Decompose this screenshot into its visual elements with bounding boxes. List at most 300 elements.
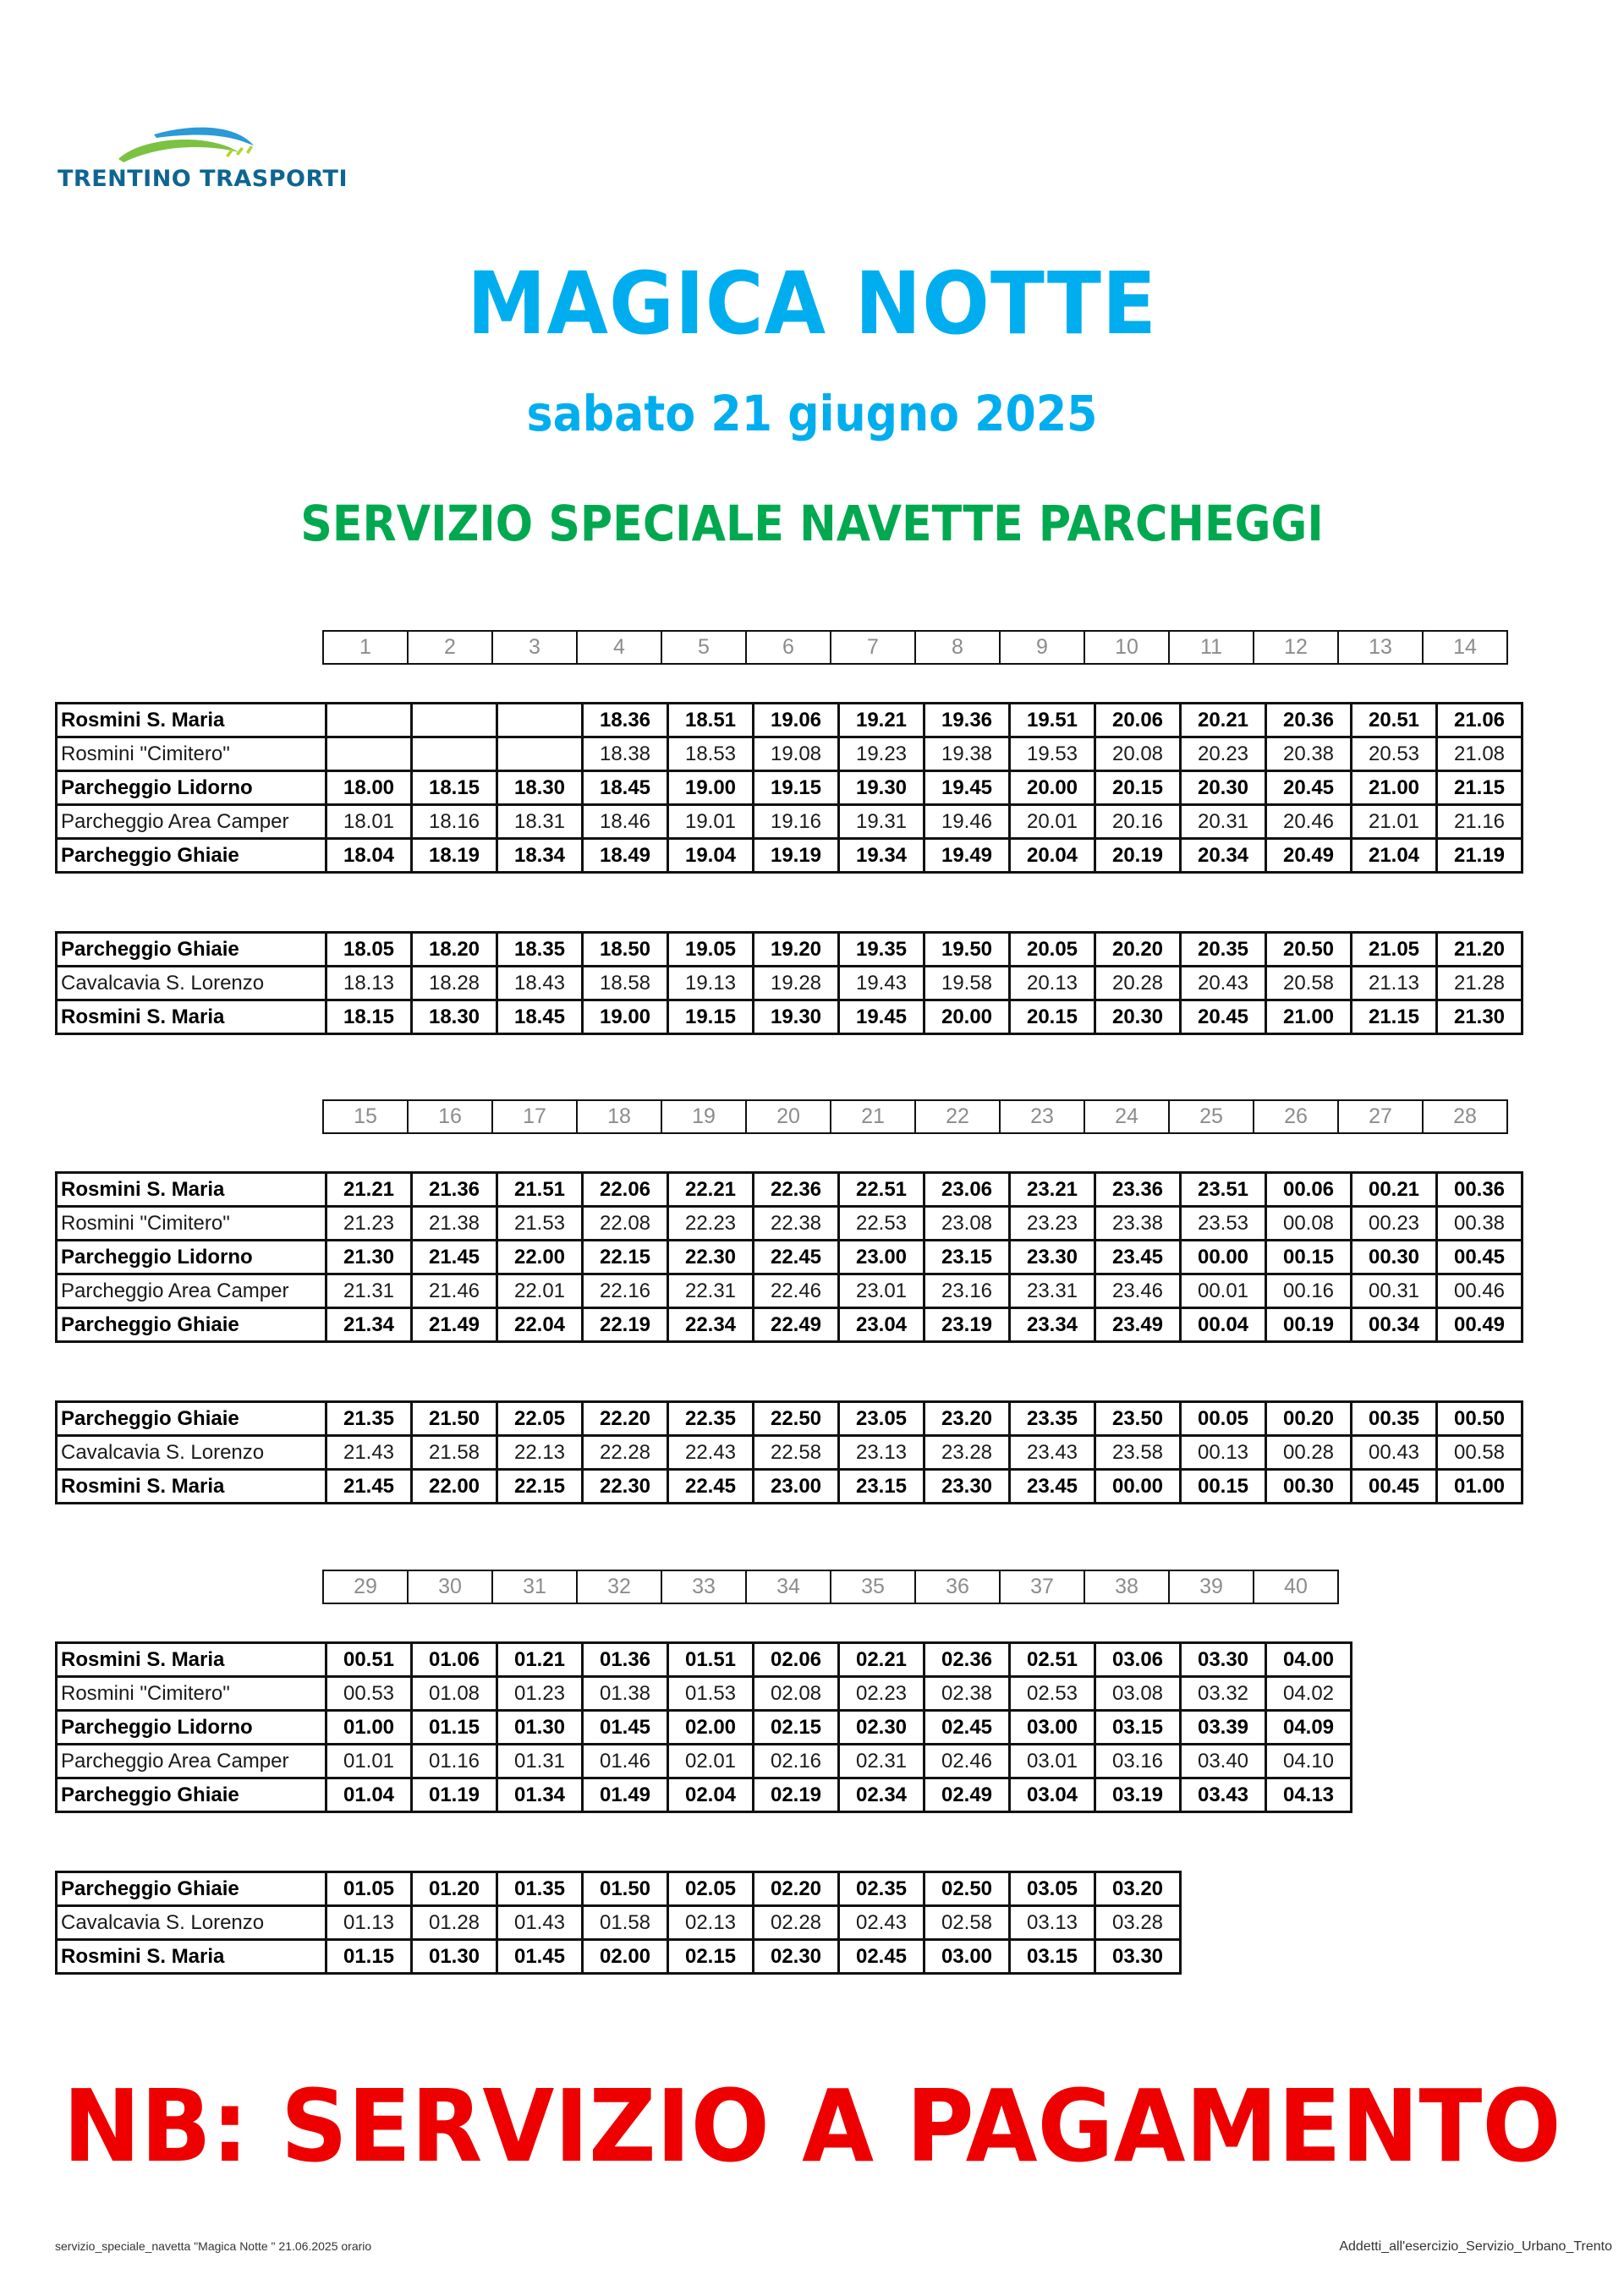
departure-time: 21.36 bbox=[412, 1173, 497, 1207]
departure-time: 21.23 bbox=[326, 1207, 412, 1241]
departure-time: 18.05 bbox=[326, 933, 412, 967]
departure-time: 04.10 bbox=[1266, 1745, 1352, 1778]
departure-time: 23.30 bbox=[1010, 1241, 1095, 1274]
departure-time: 02.45 bbox=[924, 1711, 1010, 1745]
departure-time: 01.30 bbox=[412, 1940, 497, 1974]
departure-time bbox=[326, 704, 412, 737]
departure-time: 00.01 bbox=[1181, 1274, 1266, 1308]
stop-name: Rosmini S. Maria bbox=[57, 1643, 326, 1677]
departure-time: 19.45 bbox=[924, 771, 1010, 805]
departure-time: 18.53 bbox=[668, 737, 754, 771]
stop-row bbox=[57, 1906, 1181, 1940]
departure-time: 02.15 bbox=[754, 1711, 839, 1745]
departure-time: 22.15 bbox=[583, 1241, 668, 1274]
stop-row bbox=[57, 1745, 1352, 1778]
departure-time: 22.35 bbox=[668, 1402, 754, 1436]
logo-arcs-icon bbox=[51, 93, 321, 169]
stop-row bbox=[57, 1872, 1181, 1906]
departure-time: 23.21 bbox=[1010, 1173, 1095, 1207]
stop-name: Parcheggio Lidorno bbox=[57, 1241, 326, 1274]
departure-time: 21.31 bbox=[326, 1274, 412, 1308]
run-number: 27 bbox=[1338, 1100, 1423, 1133]
departure-time: 04.13 bbox=[1266, 1778, 1352, 1812]
departure-time: 18.38 bbox=[583, 737, 668, 771]
departure-time: 22.58 bbox=[754, 1436, 839, 1470]
departure-time: 19.46 bbox=[924, 805, 1010, 839]
departure-time: 01.15 bbox=[326, 1940, 412, 1974]
stop-row bbox=[57, 1470, 1522, 1504]
departure-time: 02.28 bbox=[754, 1906, 839, 1940]
stop-name: Rosmini "Cimitero" bbox=[57, 1207, 326, 1241]
departure-time: 19.36 bbox=[924, 704, 1010, 737]
departure-time: 19.05 bbox=[668, 933, 754, 967]
outbound-timetable bbox=[55, 702, 1523, 874]
departure-time: 01.53 bbox=[668, 1677, 754, 1711]
departure-time: 23.45 bbox=[1095, 1241, 1181, 1274]
departure-time: 01.46 bbox=[583, 1745, 668, 1778]
departure-time: 20.38 bbox=[1266, 737, 1352, 771]
departure-time: 23.35 bbox=[1010, 1402, 1095, 1436]
stop-row bbox=[57, 1643, 1352, 1677]
departure-time: 20.58 bbox=[1266, 967, 1352, 1000]
departure-time: 18.13 bbox=[326, 967, 412, 1000]
run-number: 21 bbox=[831, 1100, 915, 1133]
departure-time: 00.51 bbox=[326, 1643, 412, 1677]
run-number: 25 bbox=[1169, 1100, 1254, 1133]
departure-time: 02.05 bbox=[668, 1872, 754, 1906]
departure-time: 22.31 bbox=[668, 1274, 754, 1308]
run-number-header bbox=[322, 1570, 1339, 1604]
departure-time: 19.30 bbox=[839, 771, 924, 805]
departure-time: 21.01 bbox=[1352, 805, 1437, 839]
departure-time: 21.00 bbox=[1352, 771, 1437, 805]
run-number: 35 bbox=[831, 1570, 915, 1603]
departure-time: 20.36 bbox=[1266, 704, 1352, 737]
departure-time: 02.58 bbox=[924, 1906, 1010, 1940]
departure-time: 20.31 bbox=[1181, 805, 1266, 839]
run-number: 10 bbox=[1084, 631, 1169, 664]
departure-time: 02.43 bbox=[839, 1906, 924, 1940]
stop-name: Parcheggio Area Camper bbox=[57, 805, 326, 839]
departure-time: 22.20 bbox=[583, 1402, 668, 1436]
departure-time: 00.08 bbox=[1266, 1207, 1352, 1241]
departure-time: 18.28 bbox=[412, 967, 497, 1000]
stop-name: Parcheggio Area Camper bbox=[57, 1745, 326, 1778]
departure-time: 21.08 bbox=[1437, 737, 1522, 771]
departure-time: 22.38 bbox=[754, 1207, 839, 1241]
outbound-timetable bbox=[55, 1171, 1523, 1343]
departure-time: 04.02 bbox=[1266, 1677, 1352, 1711]
departure-time: 23.15 bbox=[924, 1241, 1010, 1274]
departure-time bbox=[497, 704, 583, 737]
run-number: 34 bbox=[746, 1570, 831, 1603]
departure-time: 21.51 bbox=[497, 1173, 583, 1207]
departure-time: 18.36 bbox=[583, 704, 668, 737]
departure-time: 18.49 bbox=[583, 839, 668, 873]
departure-time: 00.05 bbox=[1181, 1402, 1266, 1436]
departure-time: 19.13 bbox=[668, 967, 754, 1000]
departure-time: 18.45 bbox=[583, 771, 668, 805]
departure-time: 19.30 bbox=[754, 1000, 839, 1034]
run-number: 32 bbox=[577, 1570, 661, 1603]
outbound-timetable bbox=[55, 1641, 1352, 1813]
departure-time: 03.04 bbox=[1010, 1778, 1095, 1812]
departure-time: 20.15 bbox=[1010, 1000, 1095, 1034]
run-number: 16 bbox=[408, 1100, 492, 1133]
departure-time: 22.23 bbox=[668, 1207, 754, 1241]
return-timetable bbox=[55, 931, 1523, 1035]
stop-name: Rosmini "Cimitero" bbox=[57, 737, 326, 771]
departure-time: 23.04 bbox=[839, 1308, 924, 1342]
departure-time: 20.34 bbox=[1181, 839, 1266, 873]
departure-time: 01.13 bbox=[326, 1906, 412, 1940]
departure-time: 02.53 bbox=[1010, 1677, 1095, 1711]
departure-time: 02.51 bbox=[1010, 1643, 1095, 1677]
departure-time: 03.32 bbox=[1181, 1677, 1266, 1711]
stop-name: Parcheggio Ghiaie bbox=[57, 839, 326, 873]
departure-time: 01.36 bbox=[583, 1643, 668, 1677]
run-number-header bbox=[322, 1099, 1508, 1134]
departure-time: 21.04 bbox=[1352, 839, 1437, 873]
departure-time: 23.08 bbox=[924, 1207, 1010, 1241]
departure-time: 04.00 bbox=[1266, 1643, 1352, 1677]
departure-time: 01.34 bbox=[497, 1778, 583, 1812]
event-date: sabato 21 giugno 2025 bbox=[526, 385, 1098, 442]
departure-time: 03.28 bbox=[1095, 1906, 1181, 1940]
departure-time: 21.30 bbox=[326, 1241, 412, 1274]
run-number: 13 bbox=[1338, 631, 1423, 664]
departure-time: 21.28 bbox=[1437, 967, 1522, 1000]
departure-time: 01.45 bbox=[583, 1711, 668, 1745]
departure-time: 23.30 bbox=[924, 1470, 1010, 1504]
departure-time: 20.53 bbox=[1352, 737, 1437, 771]
departure-time: 19.19 bbox=[754, 839, 839, 873]
stop-row bbox=[57, 1173, 1522, 1207]
departure-time: 21.45 bbox=[326, 1470, 412, 1504]
stop-name: Cavalcavia S. Lorenzo bbox=[57, 1436, 326, 1470]
stop-name: Rosmini S. Maria bbox=[57, 1173, 326, 1207]
departure-time: 21.38 bbox=[412, 1207, 497, 1241]
departure-time: 20.28 bbox=[1095, 967, 1181, 1000]
departure-time: 03.01 bbox=[1010, 1745, 1095, 1778]
departure-time: 18.04 bbox=[326, 839, 412, 873]
departure-time: 20.20 bbox=[1095, 933, 1181, 967]
departure-time: 21.35 bbox=[326, 1402, 412, 1436]
departure-time: 02.13 bbox=[668, 1906, 754, 1940]
run-number: 14 bbox=[1423, 631, 1507, 664]
departure-time: 21.13 bbox=[1352, 967, 1437, 1000]
departure-time: 21.00 bbox=[1266, 1000, 1352, 1034]
departure-time: 20.08 bbox=[1095, 737, 1181, 771]
run-number: 24 bbox=[1084, 1100, 1169, 1133]
departure-time: 01.23 bbox=[497, 1677, 583, 1711]
departure-time: 20.43 bbox=[1181, 967, 1266, 1000]
departure-time: 19.38 bbox=[924, 737, 1010, 771]
run-number: 7 bbox=[831, 631, 915, 664]
departure-time: 01.38 bbox=[583, 1677, 668, 1711]
run-number: 30 bbox=[408, 1570, 492, 1603]
departure-time: 21.46 bbox=[412, 1274, 497, 1308]
departure-time: 00.36 bbox=[1437, 1173, 1522, 1207]
departure-time: 20.16 bbox=[1095, 805, 1181, 839]
departure-time bbox=[497, 737, 583, 771]
departure-time: 02.00 bbox=[668, 1711, 754, 1745]
departure-time: 00.35 bbox=[1352, 1402, 1437, 1436]
stop-name: Parcheggio Ghiaie bbox=[57, 1872, 326, 1906]
stop-name: Rosmini S. Maria bbox=[57, 1000, 326, 1034]
stop-row bbox=[57, 1207, 1522, 1241]
departure-time: 02.15 bbox=[668, 1940, 754, 1974]
departure-time: 20.35 bbox=[1181, 933, 1266, 967]
departure-time: 20.00 bbox=[924, 1000, 1010, 1034]
run-number: 3 bbox=[492, 631, 577, 664]
departure-time: 00.30 bbox=[1266, 1470, 1352, 1504]
stop-row bbox=[57, 1711, 1352, 1745]
stop-row bbox=[57, 1274, 1522, 1308]
departure-time: 00.53 bbox=[326, 1677, 412, 1711]
departure-time: 03.05 bbox=[1010, 1872, 1095, 1906]
departure-time: 01.16 bbox=[412, 1745, 497, 1778]
departure-time: 22.50 bbox=[754, 1402, 839, 1436]
departure-time: 01.15 bbox=[412, 1711, 497, 1745]
stop-row bbox=[57, 1308, 1522, 1342]
run-number: 15 bbox=[323, 1100, 408, 1133]
departure-time: 03.19 bbox=[1095, 1778, 1181, 1812]
departure-time: 01.08 bbox=[412, 1677, 497, 1711]
departure-time: 19.08 bbox=[754, 737, 839, 771]
stop-name: Parcheggio Ghiaie bbox=[57, 933, 326, 967]
departure-time: 21.49 bbox=[412, 1308, 497, 1342]
departure-time: 23.00 bbox=[754, 1470, 839, 1504]
departure-time: 20.05 bbox=[1010, 933, 1095, 967]
stop-name: Rosmini S. Maria bbox=[57, 1470, 326, 1504]
departure-time: 01.00 bbox=[1437, 1470, 1522, 1504]
departure-time: 22.36 bbox=[754, 1173, 839, 1207]
departure-time: 20.23 bbox=[1181, 737, 1266, 771]
departure-time: 21.50 bbox=[412, 1402, 497, 1436]
departure-time: 01.20 bbox=[412, 1872, 497, 1906]
departure-time bbox=[412, 704, 497, 737]
run-number: 39 bbox=[1169, 1570, 1254, 1603]
stop-row bbox=[57, 1940, 1181, 1974]
payment-notice: NB: SERVIZIO A PAGAMENTO bbox=[63, 2068, 1561, 2184]
return-timetable bbox=[55, 1871, 1182, 1975]
departure-time: 21.05 bbox=[1352, 933, 1437, 967]
departure-time: 23.51 bbox=[1181, 1173, 1266, 1207]
run-number: 18 bbox=[577, 1100, 661, 1133]
departure-time: 18.01 bbox=[326, 805, 412, 839]
departure-time: 23.45 bbox=[1010, 1470, 1095, 1504]
departure-time: 01.28 bbox=[412, 1906, 497, 1940]
departure-time: 20.00 bbox=[1010, 771, 1095, 805]
departure-time: 02.20 bbox=[754, 1872, 839, 1906]
departure-time: 01.00 bbox=[326, 1711, 412, 1745]
departure-time: 02.36 bbox=[924, 1643, 1010, 1677]
departure-time: 00.20 bbox=[1266, 1402, 1352, 1436]
departure-time: 19.00 bbox=[668, 771, 754, 805]
departure-time: 00.38 bbox=[1437, 1207, 1522, 1241]
departure-time: 02.30 bbox=[754, 1940, 839, 1974]
departure-time: 22.28 bbox=[583, 1436, 668, 1470]
departure-time: 22.06 bbox=[583, 1173, 668, 1207]
run-number-row bbox=[323, 1100, 1507, 1133]
departure-time: 18.15 bbox=[326, 1000, 412, 1034]
departure-time: 20.45 bbox=[1266, 771, 1352, 805]
departure-time: 23.58 bbox=[1095, 1436, 1181, 1470]
departure-time: 19.16 bbox=[754, 805, 839, 839]
departure-time: 02.16 bbox=[754, 1745, 839, 1778]
run-number: 23 bbox=[1000, 1100, 1084, 1133]
departure-time: 23.15 bbox=[839, 1470, 924, 1504]
stop-row bbox=[57, 1436, 1522, 1470]
departure-time: 18.46 bbox=[583, 805, 668, 839]
departure-time: 21.53 bbox=[497, 1207, 583, 1241]
departure-time: 02.34 bbox=[839, 1778, 924, 1812]
departure-time: 18.35 bbox=[497, 933, 583, 967]
departure-time: 00.43 bbox=[1352, 1436, 1437, 1470]
departure-time: 21.06 bbox=[1437, 704, 1522, 737]
departure-time: 19.21 bbox=[839, 704, 924, 737]
departure-time: 23.16 bbox=[924, 1274, 1010, 1308]
stop-row bbox=[57, 1402, 1522, 1436]
departure-time: 20.15 bbox=[1095, 771, 1181, 805]
departure-time: 22.46 bbox=[754, 1274, 839, 1308]
stop-row bbox=[57, 933, 1522, 967]
departure-time: 18.51 bbox=[668, 704, 754, 737]
stop-name: Parcheggio Ghiaie bbox=[57, 1402, 326, 1436]
departure-time: 19.00 bbox=[583, 1000, 668, 1034]
stop-row bbox=[57, 805, 1522, 839]
departure-time: 21.21 bbox=[326, 1173, 412, 1207]
departure-time: 00.21 bbox=[1352, 1173, 1437, 1207]
departure-time: 01.50 bbox=[583, 1872, 668, 1906]
run-number: 29 bbox=[323, 1570, 408, 1603]
departure-time: 19.45 bbox=[839, 1000, 924, 1034]
departure-time: 23.49 bbox=[1095, 1308, 1181, 1342]
departure-time: 20.30 bbox=[1095, 1000, 1181, 1034]
departure-time: 00.45 bbox=[1352, 1470, 1437, 1504]
footer-left: servizio_speciale_navetta "Magica Notte " 21.06.2025 orario bbox=[55, 2239, 372, 2253]
departure-time: 23.31 bbox=[1010, 1274, 1095, 1308]
departure-time: 01.01 bbox=[326, 1745, 412, 1778]
departure-time: 03.39 bbox=[1181, 1711, 1266, 1745]
departure-time: 00.30 bbox=[1352, 1241, 1437, 1274]
departure-time: 22.34 bbox=[668, 1308, 754, 1342]
stop-row bbox=[57, 737, 1522, 771]
stop-row bbox=[57, 967, 1522, 1000]
departure-time: 03.40 bbox=[1181, 1745, 1266, 1778]
departure-time: 18.30 bbox=[412, 1000, 497, 1034]
departure-time: 23.36 bbox=[1095, 1173, 1181, 1207]
stop-name: Rosmini S. Maria bbox=[57, 704, 326, 737]
departure-time: 00.31 bbox=[1352, 1274, 1437, 1308]
page-title: MAGICA NOTTE bbox=[467, 254, 1157, 354]
departure-time: 00.15 bbox=[1266, 1241, 1352, 1274]
departure-time: 02.35 bbox=[839, 1872, 924, 1906]
departure-time: 01.31 bbox=[497, 1745, 583, 1778]
run-number: 20 bbox=[746, 1100, 831, 1133]
departure-time: 18.43 bbox=[497, 967, 583, 1000]
departure-time: 22.45 bbox=[754, 1241, 839, 1274]
departure-time: 20.04 bbox=[1010, 839, 1095, 873]
departure-time: 23.53 bbox=[1181, 1207, 1266, 1241]
departure-time: 03.30 bbox=[1095, 1940, 1181, 1974]
departure-time: 18.16 bbox=[412, 805, 497, 839]
departure-time: 19.34 bbox=[839, 839, 924, 873]
departure-time: 20.51 bbox=[1352, 704, 1437, 737]
departure-time: 19.20 bbox=[754, 933, 839, 967]
departure-time: 19.04 bbox=[668, 839, 754, 873]
departure-time: 21.45 bbox=[412, 1241, 497, 1274]
departure-time: 22.00 bbox=[412, 1470, 497, 1504]
departure-time: 23.23 bbox=[1010, 1207, 1095, 1241]
departure-time: 04.09 bbox=[1266, 1711, 1352, 1745]
departure-time: 18.50 bbox=[583, 933, 668, 967]
departure-time: 23.05 bbox=[839, 1402, 924, 1436]
departure-time: 23.19 bbox=[924, 1308, 1010, 1342]
departure-time: 01.51 bbox=[668, 1643, 754, 1677]
departure-time: 22.13 bbox=[497, 1436, 583, 1470]
run-number: 33 bbox=[661, 1570, 746, 1603]
run-number: 36 bbox=[915, 1570, 1000, 1603]
departure-time: 23.28 bbox=[924, 1436, 1010, 1470]
departure-time: 02.31 bbox=[839, 1745, 924, 1778]
run-number: 8 bbox=[915, 631, 1000, 664]
departure-time: 22.51 bbox=[839, 1173, 924, 1207]
departure-time: 01.19 bbox=[412, 1778, 497, 1812]
departure-time: 19.06 bbox=[754, 704, 839, 737]
departure-time: 01.06 bbox=[412, 1643, 497, 1677]
run-number: 11 bbox=[1169, 631, 1254, 664]
departure-time: 03.20 bbox=[1095, 1872, 1181, 1906]
stop-name: Cavalcavia S. Lorenzo bbox=[57, 1906, 326, 1940]
stop-row bbox=[57, 1241, 1522, 1274]
stop-row bbox=[57, 704, 1522, 737]
run-number: 37 bbox=[1000, 1570, 1084, 1603]
return-timetable bbox=[55, 1400, 1523, 1504]
run-number: 31 bbox=[492, 1570, 577, 1603]
departure-time: 21.15 bbox=[1352, 1000, 1437, 1034]
departure-time: 21.34 bbox=[326, 1308, 412, 1342]
departure-time: 20.50 bbox=[1266, 933, 1352, 967]
run-number: 2 bbox=[408, 631, 492, 664]
run-number: 26 bbox=[1254, 1100, 1338, 1133]
departure-time: 03.08 bbox=[1095, 1677, 1181, 1711]
run-number: 38 bbox=[1084, 1570, 1169, 1603]
departure-time: 20.46 bbox=[1266, 805, 1352, 839]
stop-name: Rosmini "Cimitero" bbox=[57, 1677, 326, 1711]
departure-time: 03.06 bbox=[1095, 1643, 1181, 1677]
departure-time: 20.01 bbox=[1010, 805, 1095, 839]
departure-time: 19.28 bbox=[754, 967, 839, 1000]
departure-time: 18.19 bbox=[412, 839, 497, 873]
departure-time: 23.50 bbox=[1095, 1402, 1181, 1436]
run-number: 4 bbox=[577, 631, 661, 664]
run-number: 22 bbox=[915, 1100, 1000, 1133]
departure-time: 01.45 bbox=[497, 1940, 583, 1974]
departure-time: 03.30 bbox=[1181, 1643, 1266, 1677]
departure-time: 02.00 bbox=[583, 1940, 668, 1974]
departure-time: 22.16 bbox=[583, 1274, 668, 1308]
departure-time: 22.53 bbox=[839, 1207, 924, 1241]
logo-text: TRENTINO TRASPORTI bbox=[58, 166, 348, 192]
departure-time: 01.05 bbox=[326, 1872, 412, 1906]
departure-time: 00.00 bbox=[1181, 1241, 1266, 1274]
departure-time bbox=[412, 737, 497, 771]
departure-time: 20.49 bbox=[1266, 839, 1352, 873]
departure-time: 19.31 bbox=[839, 805, 924, 839]
departure-time: 02.30 bbox=[839, 1711, 924, 1745]
